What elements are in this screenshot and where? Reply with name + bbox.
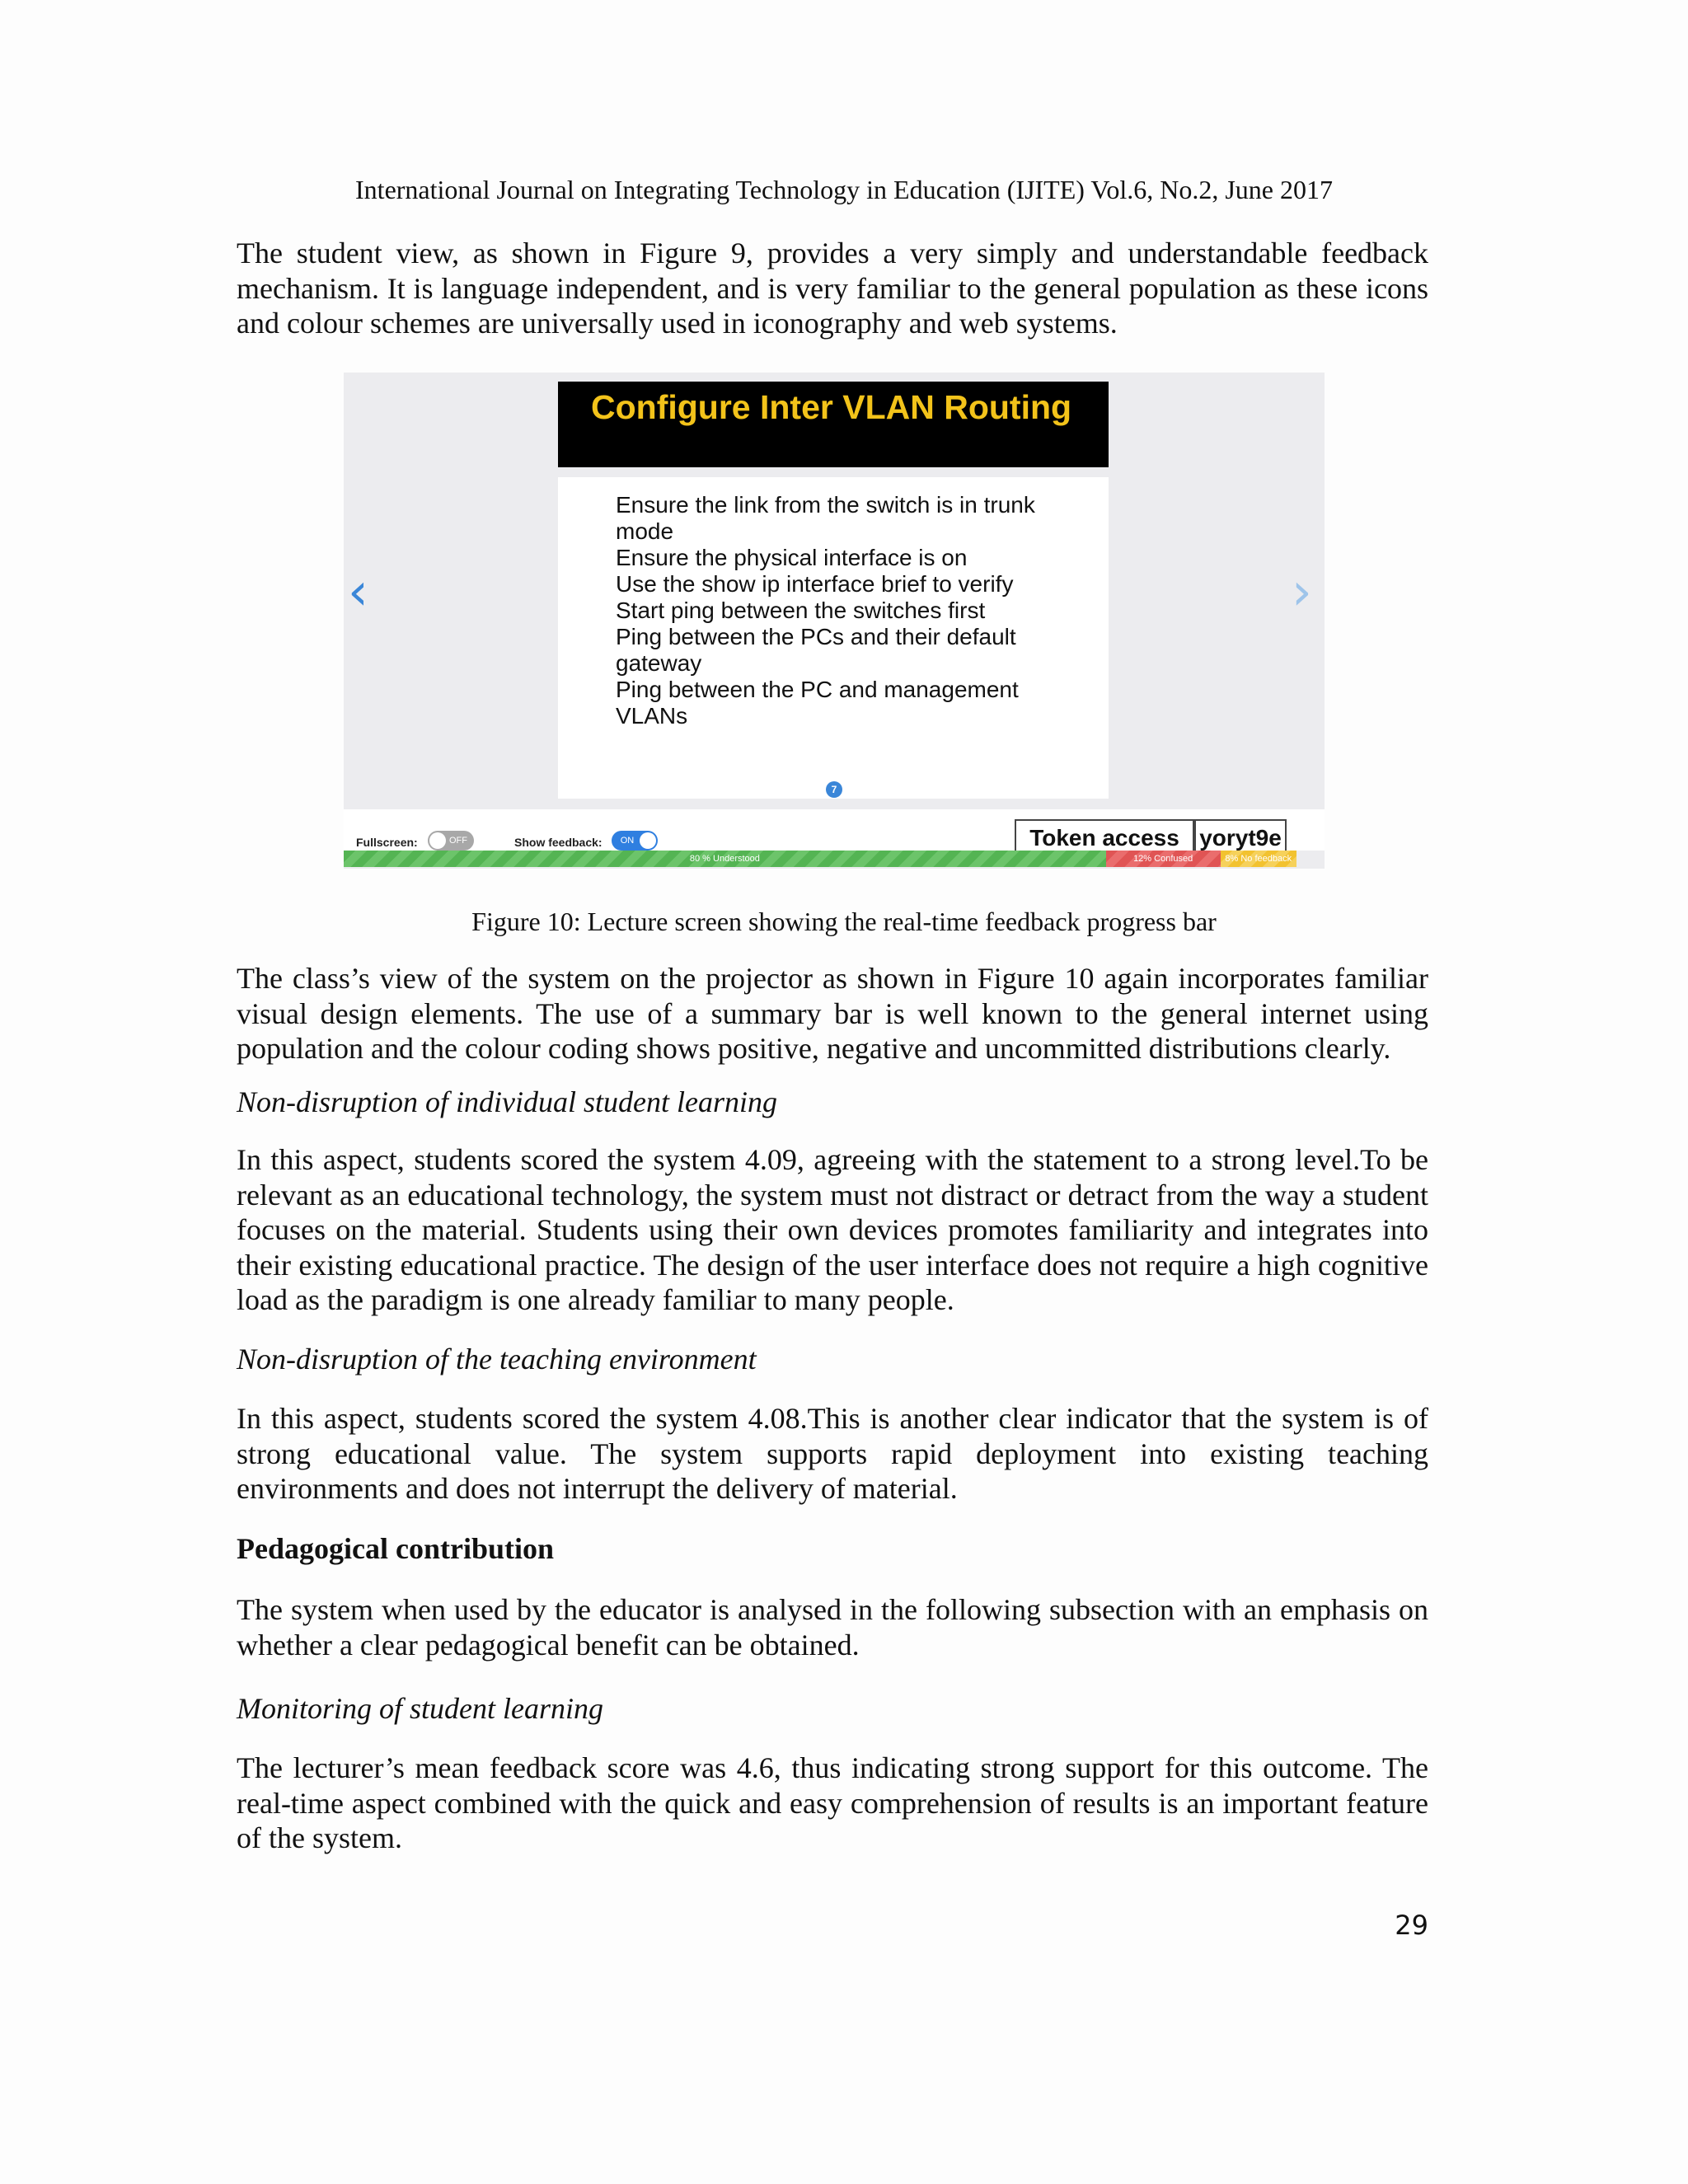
fullscreen-state: OFF — [449, 836, 467, 846]
section-heading-teaching-environment: Non-disruption of the teaching environment — [237, 1343, 757, 1376]
slide-line: Use the show ip interface brief to verify — [616, 571, 1014, 597]
fullscreen-toggle[interactable] — [428, 831, 474, 851]
class-view-paragraph: The class’s view of the system on the projector as shown in Figure 10 again incorporates familiar visual design elements. The use of a summary bar is well known to the general internet using population and the colour coding shows positive, negative and uncommitted distributions clearly. — [237, 962, 1428, 1065]
token-value: yoryt9e — [1194, 819, 1287, 857]
journal-header: International Journal on Integrating Technology in Education (IJITE) Vol.6, No.2, June 2017 — [355, 175, 1333, 204]
toggle-knob — [640, 832, 656, 849]
fullscreen-label: Fullscreen: — [356, 836, 418, 849]
feedback-understood-segment: 80 % Understood — [344, 851, 1106, 867]
student-learning-paragraph: In this aspect, students scored the system 4.09, agreeing with the statement to a strong level.To be relevant as an educational technology, the system must not distract or detract from the way a student focuses on the material. Students using their own devices promotes familiarity and integrates into their existing educational practice. The design of the user interface does not require a high cognitive load as the paradigm is one already familiar to many people. — [237, 1143, 1428, 1316]
slide-line: Ping between the PCs and their default — [616, 624, 1016, 649]
slide-title-box — [558, 382, 1109, 467]
section-heading-pedagogical: Pedagogical contribution — [237, 1532, 554, 1565]
monitoring-paragraph: The lecturer’s mean feedback score was 4.6, thus indicating strong support for this outcome. The real-time aspect combined with the quick and easy comprehension of results is an important feature of the system. — [237, 1751, 1428, 1854]
slide-title: Configure Inter VLAN Routing — [591, 388, 1072, 426]
slide-line: mode — [616, 518, 674, 544]
toggle-knob — [429, 832, 446, 849]
show-feedback-state: ON — [620, 836, 635, 846]
token-access-label: Token access — [1015, 819, 1194, 857]
lecture-screen-figure — [344, 373, 1325, 869]
section-heading-monitoring: Monitoring of student learning — [237, 1692, 603, 1725]
feedback-progress-bar — [344, 851, 1296, 867]
feedback-confused-segment: 12% Confused — [1106, 851, 1221, 867]
page-number: 29 — [1395, 1910, 1428, 1941]
slide-body — [558, 477, 1109, 799]
show-feedback-label: Show feedback: — [514, 836, 603, 849]
slide-page-indicator[interactable]: 7 — [826, 781, 842, 798]
pedagogical-paragraph: The system when used by the educator is analysed in the following subsection with an emphasis on whether a clear pedagogical benefit can be obtained. — [237, 1593, 1428, 1661]
intro-paragraph: The student view, as shown in Figure 9, provides a very simply and understandable feedback mechanism. It is language independent, and is very familiar to the general population as these icons and colour schemes are universally used in iconography and web systems. — [237, 237, 1428, 340]
slide-line: Start ping between the switches first — [616, 598, 986, 623]
slide-line: gateway — [616, 650, 702, 676]
slide-line: VLANs — [616, 703, 688, 729]
control-bar — [344, 809, 1325, 851]
teaching-environment-paragraph: In this aspect, students scored the system 4.08.This is another clear indicator that the system is of strong educational value. The system supports rapid deployment into existing teaching environments and does not interrupt the delivery of material. — [237, 1402, 1428, 1505]
chevron-right-icon[interactable]: › — [1292, 561, 1312, 621]
figure-caption: Figure 10: Lecture screen showing the real-time feedback progress bar — [471, 907, 1217, 936]
slide-line: Ping between the PC and management — [616, 677, 1019, 702]
slide-line: Ensure the physical interface is on — [616, 545, 968, 570]
feedback-none-segment: 8% No feedback — [1221, 851, 1296, 867]
chevron-left-icon[interactable]: ‹ — [348, 561, 368, 621]
section-heading-student-learning: Non-disruption of individual student learning — [237, 1085, 777, 1118]
show-feedback-toggle[interactable] — [612, 831, 658, 851]
slide-line: Ensure the link from the switch is in trunk — [616, 492, 1035, 518]
